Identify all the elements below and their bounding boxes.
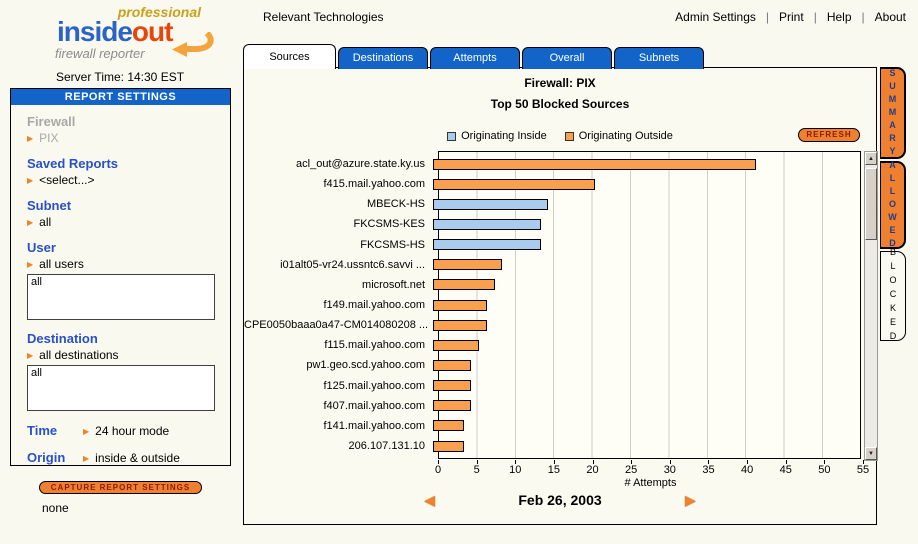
chart-row [244, 235, 861, 255]
saved-reports-select[interactable]: ▶ <select...> [27, 173, 95, 187]
report-date: Feb 26, 2003 [518, 492, 602, 508]
bar-outside [433, 300, 487, 311]
chart-row [244, 255, 861, 275]
firewall-value[interactable]: ▶ PIX [27, 131, 59, 145]
bar-outside [433, 320, 487, 331]
report-settings-panel [10, 88, 231, 466]
x-axis-label: # Attempts [624, 477, 677, 489]
nav-separator: | [765, 10, 770, 24]
tick-label: 45 [779, 464, 792, 476]
bar-outside [433, 441, 464, 452]
bullet-triangle-icon: ▶ [27, 134, 34, 143]
bar-track [432, 174, 855, 194]
chart-row [244, 174, 861, 194]
report-firewall-title: Firewall: PIX [524, 76, 596, 90]
chart-row [244, 154, 861, 174]
tick-label: 40 [740, 464, 754, 476]
bar-outside [433, 179, 595, 190]
scroll-down-icon[interactable]: ▼ [865, 447, 877, 460]
report-chart-title: Top 50 Blocked Sources [490, 97, 630, 111]
legend-swatch-outside [565, 132, 574, 141]
bullet-triangle-icon: ▶ [27, 260, 34, 269]
about-link[interactable]: About [874, 10, 906, 24]
bar-outside [433, 259, 502, 270]
bar-track [432, 214, 855, 234]
chart-row [244, 335, 861, 355]
bar-track [432, 315, 855, 335]
chart-row [244, 315, 861, 335]
bullet-triangle-icon: ▶ [83, 454, 90, 463]
bar-track [432, 154, 855, 174]
tick-label: 25 [625, 464, 638, 476]
bar-outside [433, 400, 471, 411]
date-navigation [244, 492, 876, 508]
top-nav [675, 10, 906, 24]
bar-track [432, 396, 855, 416]
tab-sources[interactable]: Sources [243, 44, 336, 69]
bar-label: f125.mail.yahoo.com [323, 379, 425, 392]
tab-destinations[interactable]: Destinations [338, 47, 428, 69]
bullet-triangle-icon: ▶ [27, 351, 34, 360]
chart-row [244, 194, 861, 214]
logo-wordmark: insideout [57, 16, 173, 47]
tick-label: 5 [473, 464, 480, 476]
tick-label: 20 [586, 464, 599, 476]
bar-track [432, 194, 855, 214]
bar-outside [433, 380, 471, 391]
nav-separator: | [813, 10, 817, 24]
logo-swoosh-arrow-icon [157, 32, 215, 58]
bar-inside [433, 239, 541, 250]
chart-row [244, 416, 861, 436]
tick-label: 35 [702, 464, 715, 476]
bar-label: CPE0050baaa0a47-CM014080208 ... [244, 319, 429, 332]
sidebar [0, 0, 240, 544]
user-listbox[interactable]: all [27, 274, 215, 320]
bar-outside [433, 159, 756, 170]
capture-report-settings-button[interactable]: CAPTURE REPORT SETTINGS [39, 481, 202, 494]
tick-label: 0 [434, 464, 442, 476]
bar-label: f115.mail.yahoo.com [324, 339, 425, 352]
chart-rows [244, 154, 861, 456]
subnet-value[interactable]: ▶ all [27, 215, 52, 229]
report-tabs [243, 44, 704, 69]
logo-professional-text: professional [117, 4, 201, 20]
subnet-label: Subnet [27, 198, 72, 213]
legend-item-inside: Originating Inside [447, 130, 547, 142]
bar-label: MBECK-HS [366, 198, 425, 211]
destination-listbox[interactable]: all [27, 365, 215, 411]
bar-label: pw1.geo.scd.yahoo.com [306, 359, 425, 372]
side-tab-blocked[interactable]: BLOCKED [880, 251, 906, 341]
tick-label: 15 [547, 464, 561, 476]
next-day-arrow[interactable]: ▶ [685, 492, 696, 508]
report-panel [243, 67, 877, 525]
user-label: User [27, 240, 56, 255]
bullet-triangle-icon: ▶ [27, 176, 34, 185]
bar-track [432, 436, 855, 456]
origin-label: Origin [27, 450, 66, 465]
side-tab-summary[interactable]: SUMMARY [880, 67, 906, 159]
brand-link[interactable]: Relevant Technologies [263, 10, 384, 24]
chart-row [244, 214, 861, 234]
bar-track [432, 295, 855, 315]
bar-label: acl_out@azure.state.ky.us [296, 158, 425, 171]
bar-label: f407.mail.yahoo.com [323, 399, 425, 412]
app-logo [15, 4, 225, 62]
help-link[interactable]: Help [826, 10, 852, 24]
previous-day-arrow[interactable]: ◀ [424, 492, 435, 508]
tick-label: 10 [509, 464, 522, 476]
destination-label: Destination [27, 331, 98, 346]
tab-overall[interactable]: Overall [522, 47, 612, 69]
firewall-label: Firewall [27, 114, 76, 129]
scroll-thumb[interactable] [865, 168, 877, 240]
server-time: Server Time: 14:30 EST [55, 70, 185, 84]
bar-label: microsoft.net [362, 278, 425, 291]
legend-swatch-inside [447, 132, 456, 141]
x-axis-ticks [434, 460, 870, 478]
tick-label: 55 [856, 464, 870, 476]
tick-label: 30 [663, 464, 676, 476]
chart-row [244, 275, 861, 295]
chart-row [244, 295, 861, 315]
bar-label: FKCSMS-KES [353, 218, 425, 231]
captured-settings-note: none [42, 501, 69, 515]
bar-label: f415.mail.yahoo.com [323, 178, 425, 191]
report-settings-header: REPORT SETTINGS [11, 89, 230, 105]
refresh-button[interactable]: REFRESH [798, 128, 860, 142]
bar-track [432, 255, 855, 275]
bar-outside [433, 360, 471, 371]
legend-item-outside: Originating Outside [565, 130, 673, 142]
user-value[interactable]: ▶ all users [27, 257, 84, 271]
bar-label: f141.mail.yahoo.com [323, 419, 425, 432]
bullet-triangle-icon: ▶ [27, 218, 34, 227]
origin-value[interactable]: ▶ inside & outside [83, 451, 180, 465]
bar-label: f149.mail.yahoo.com [323, 299, 425, 312]
bar-track [432, 416, 855, 436]
chart-row [244, 376, 861, 396]
bar-outside [433, 420, 464, 431]
nav-separator: | [861, 10, 865, 24]
tab-subnets[interactable]: Subnets [614, 47, 704, 69]
bar-track [432, 355, 855, 375]
chart-row [244, 396, 861, 416]
bar-inside [433, 219, 541, 230]
bar-label: FKCSMS-HS [360, 238, 425, 251]
bar-track [432, 335, 855, 355]
time-value[interactable]: ▶ 24 hour mode [83, 424, 170, 438]
tick-label: 50 [818, 464, 831, 476]
bar-track [432, 235, 855, 255]
scroll-up-icon[interactable]: ▲ [865, 152, 877, 165]
bar-label: i01alt05-vr24.ussntc6.savvi ... [280, 258, 425, 271]
bar-track [432, 275, 855, 295]
chart-row [244, 436, 861, 456]
time-label: Time [27, 423, 58, 438]
chart-row [244, 355, 861, 375]
bar-track [432, 376, 855, 396]
chart-legend [244, 130, 876, 142]
admin-settings-link[interactable]: Admin Settings [675, 10, 756, 24]
tab-attempts[interactable]: Attempts [430, 47, 520, 69]
bullet-triangle-icon: ▶ [83, 427, 90, 436]
logo-tagline: firewall reporter [55, 46, 145, 61]
bar-label: 206.107.131.10 [348, 440, 425, 453]
destination-value[interactable]: ▶ all destinations [27, 348, 119, 362]
print-link[interactable]: Print [779, 10, 804, 24]
side-tab-allowed[interactable]: ALLOWED [880, 161, 906, 249]
chart-scrollbar[interactable] [864, 151, 878, 461]
bar-outside [433, 279, 495, 290]
bar-inside [433, 199, 548, 210]
bar-outside [433, 340, 479, 351]
saved-reports-label: Saved Reports [27, 156, 119, 171]
